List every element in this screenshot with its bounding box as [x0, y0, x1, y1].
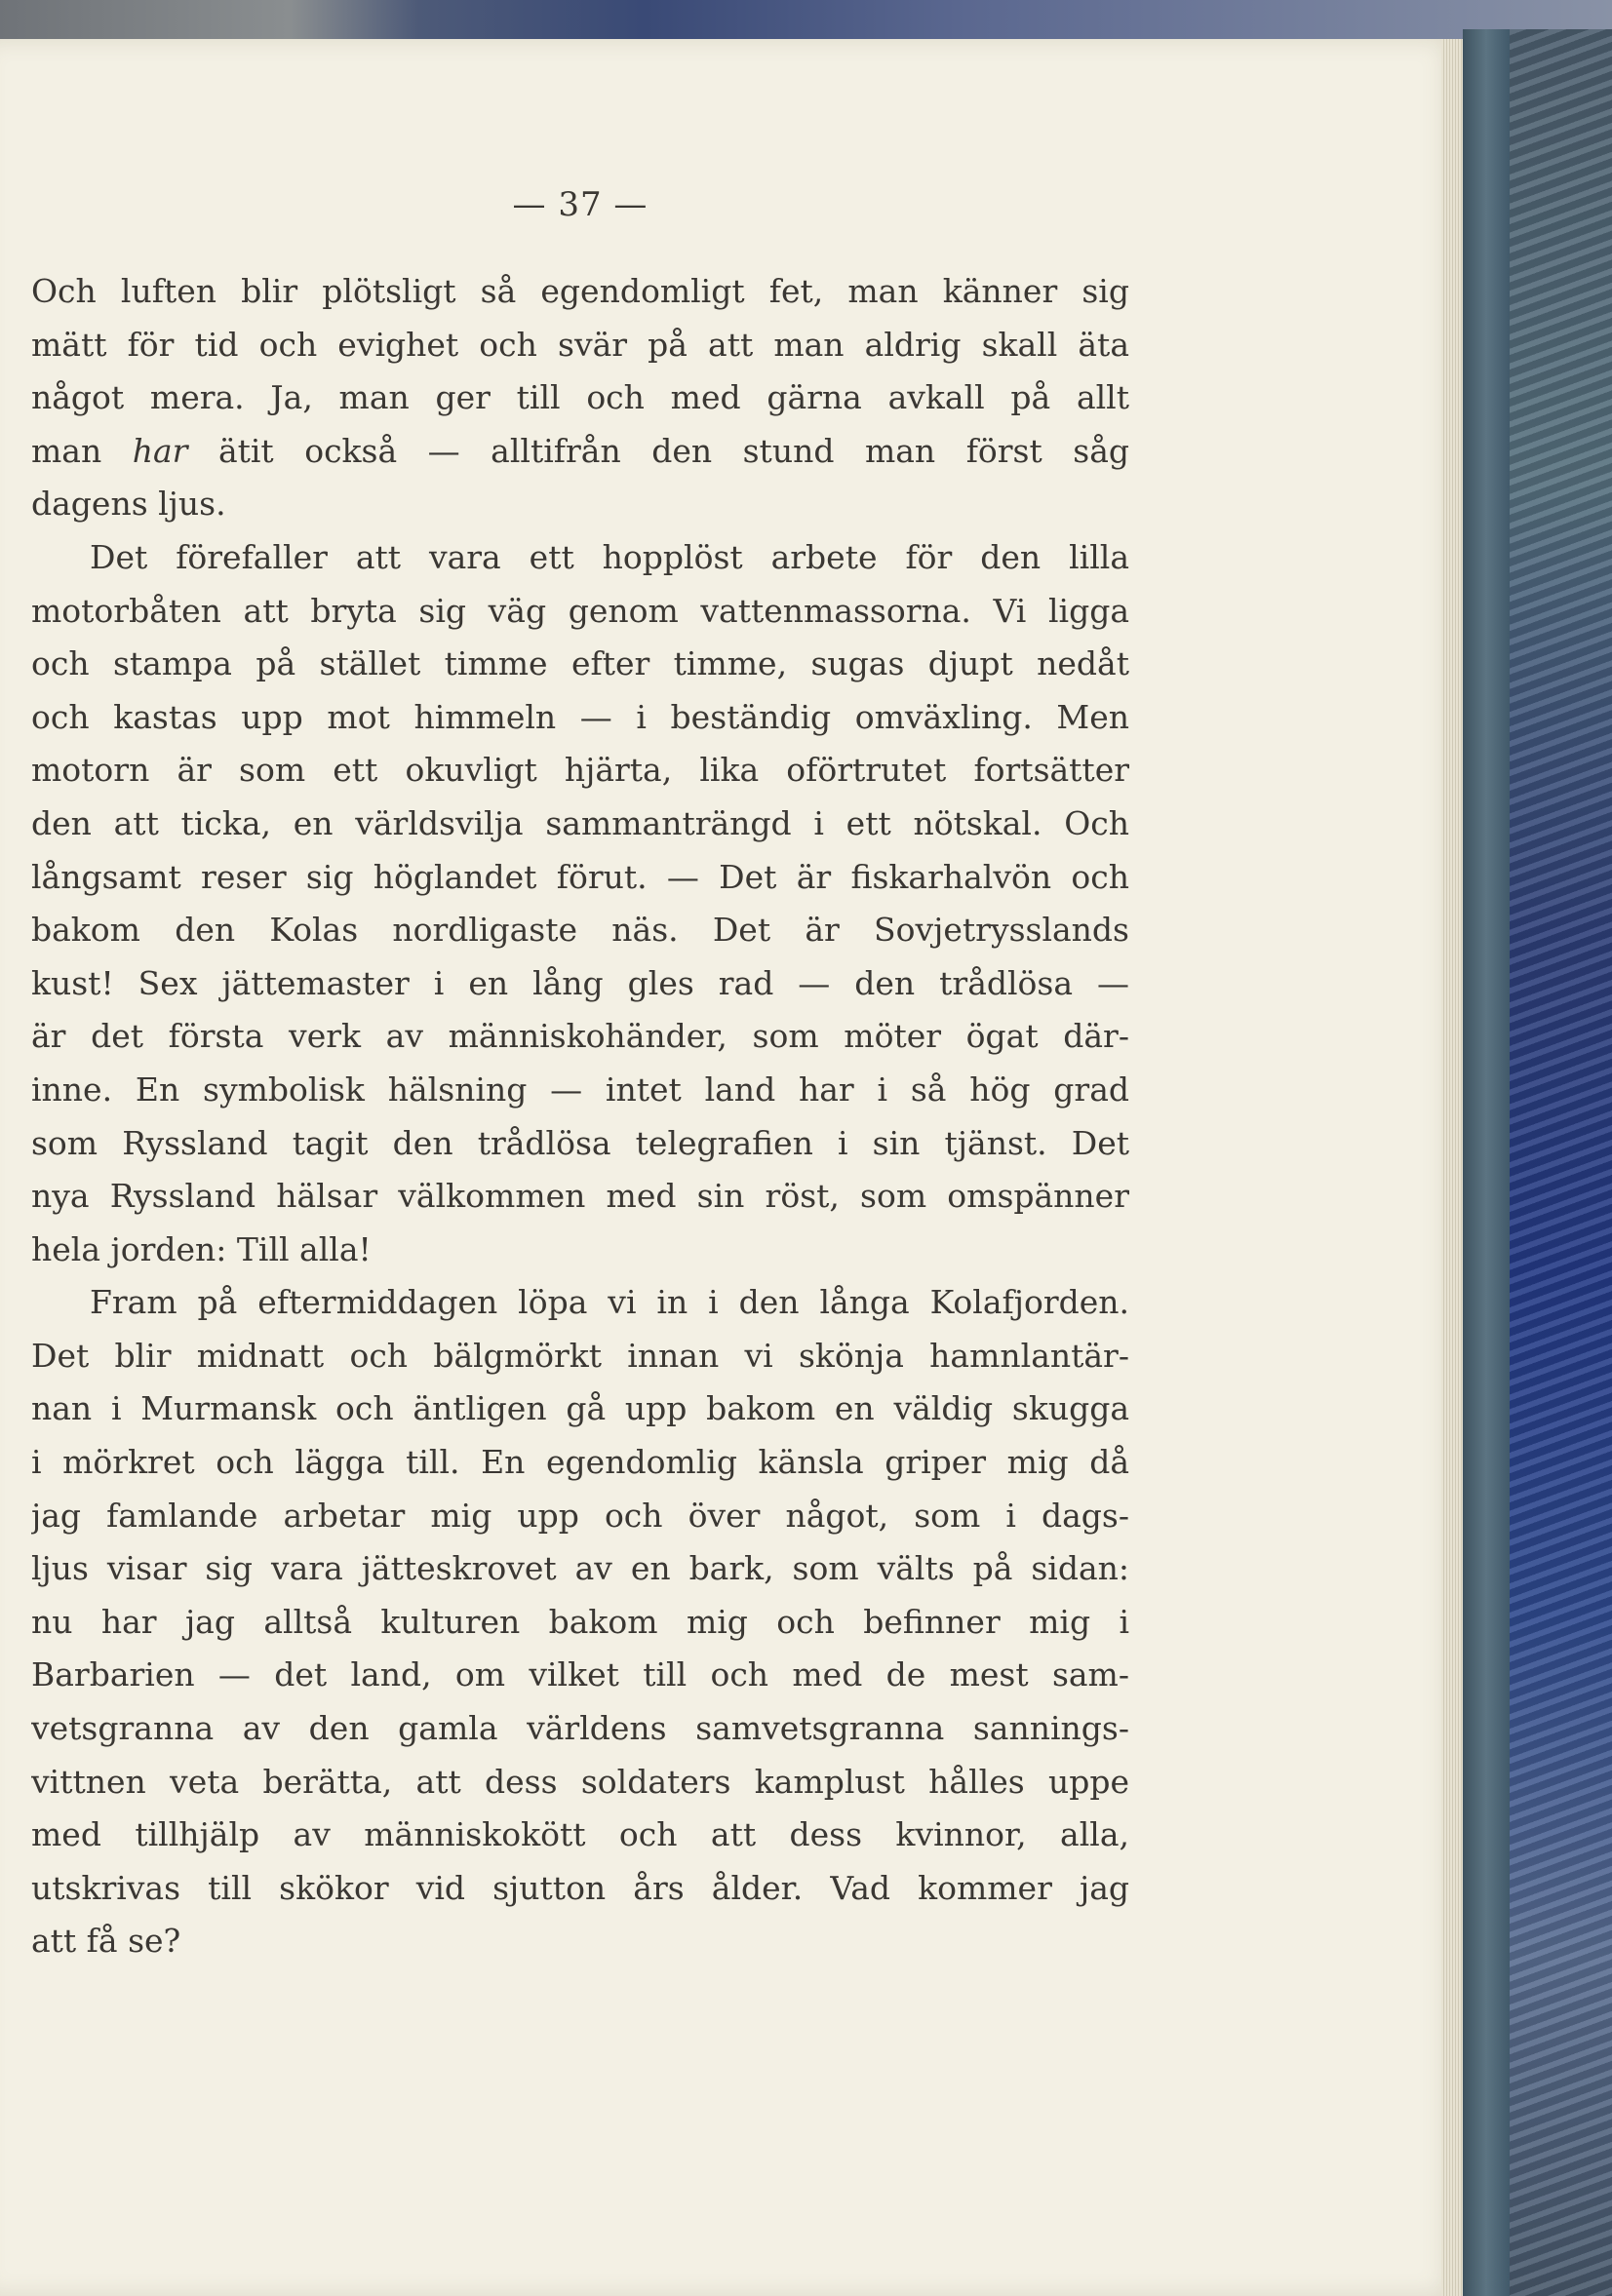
text-line: Barbarien — det land, om vilket till och med de mest sam-: [31, 1655, 1129, 1694]
text-line: som Ryssland tagit den trådlösa telegrafien i sin tjänst. Det: [31, 1123, 1129, 1162]
text-line: i mörkret och lägga till. En egendomlig känsla griper mig då: [31, 1443, 1129, 1482]
book-cover-edge: [1463, 29, 1612, 2296]
text-line: vittnen veta berätta, att dess soldaters kamplust hålles uppe: [31, 1762, 1129, 1801]
text-line: nan i Murmansk och äntligen gå upp bakom en väldig skugga: [31, 1389, 1129, 1428]
page-edge-stack: [1441, 39, 1463, 2296]
text-line: mätt för tid och evighet och svär på att man aldrig skall äta: [31, 325, 1129, 364]
text-line: nya Ryssland hälsar välkommen med sin röst, som omspänner: [31, 1177, 1129, 1216]
cover-cloth-binding: [1463, 29, 1510, 2296]
text-line: motorn är som ett okuvligt hjärta, lika oförtrutet fortsätter: [31, 751, 1129, 790]
text-line: Fram på eftermiddagen löpa vi in i den långa Kolafjorden.: [90, 1283, 1129, 1322]
text-line: är det första verk av människohänder, som möter ögat där-: [31, 1017, 1129, 1056]
text-line: jag famlande arbetar mig upp och över något, som i dags-: [31, 1496, 1129, 1535]
text-line: inne. En symbolisk hälsning — intet land har i så hög grad: [31, 1070, 1129, 1109]
marbled-endpaper: [1510, 29, 1612, 2296]
text-line: nu har jag alltså kulturen bakom mig och befinner mig i: [31, 1602, 1129, 1641]
text-line: och kastas upp mot himmeln — i beständig omväxling. Men: [31, 697, 1129, 736]
text-line: långsamt reser sig höglandet förut. — Det är fiskarhalvön och: [31, 857, 1129, 896]
text-line: och stampa på stället timme efter timme, sugas djupt nedåt: [31, 644, 1129, 683]
text-line: något mera. Ja, man ger till och med gärna avkall på allt: [31, 378, 1129, 417]
text-line: att få se?: [31, 1922, 181, 1961]
text-line: dagens ljus.: [31, 485, 226, 524]
page-text: [31, 265, 1129, 1968]
text-line: bakom den Kolas nordligaste näs. Det är Sovjetrysslands: [31, 911, 1129, 950]
text-line: Och luften blir plötsligt så egendomligt fet, man känner sig: [31, 272, 1129, 310]
page-number: — 37 —: [512, 185, 649, 224]
text-line: hela jorden: Till alla!: [31, 1229, 372, 1268]
italic-word: har: [132, 431, 188, 470]
text-line: ljus visar sig vara jätteskrovet av en bark, som välts på sidan:: [31, 1549, 1129, 1588]
text-line-with-italic: man har ätit också — alltifrån den stund man först såg: [31, 431, 1129, 470]
text-line: utskrivas till skökor vid sjutton års ålder. Vad kommer jag: [31, 1868, 1129, 1907]
text-line: Det förefaller att vara ett hopplöst arbete för den lilla: [90, 537, 1129, 576]
text-line: den att ticka, en världsvilja sammanträngd i ett nötskal. Och: [31, 803, 1129, 842]
text-line: motorbåten att bryta sig väg genom vattenmassorna. Vi ligga: [31, 591, 1129, 630]
text-line: kust! Sex jättemaster i en lång gles rad — den trådlösa —: [31, 963, 1129, 1002]
text-line: vetsgranna av den gamla världens samvetsgranna sannings-: [31, 1709, 1129, 1748]
text-line: med tillhjälp av människokött och att dess kvinnor, alla,: [31, 1815, 1129, 1854]
text-line: Det blir midnatt och bälgmörkt innan vi skönja hamnlantär-: [31, 1336, 1129, 1375]
